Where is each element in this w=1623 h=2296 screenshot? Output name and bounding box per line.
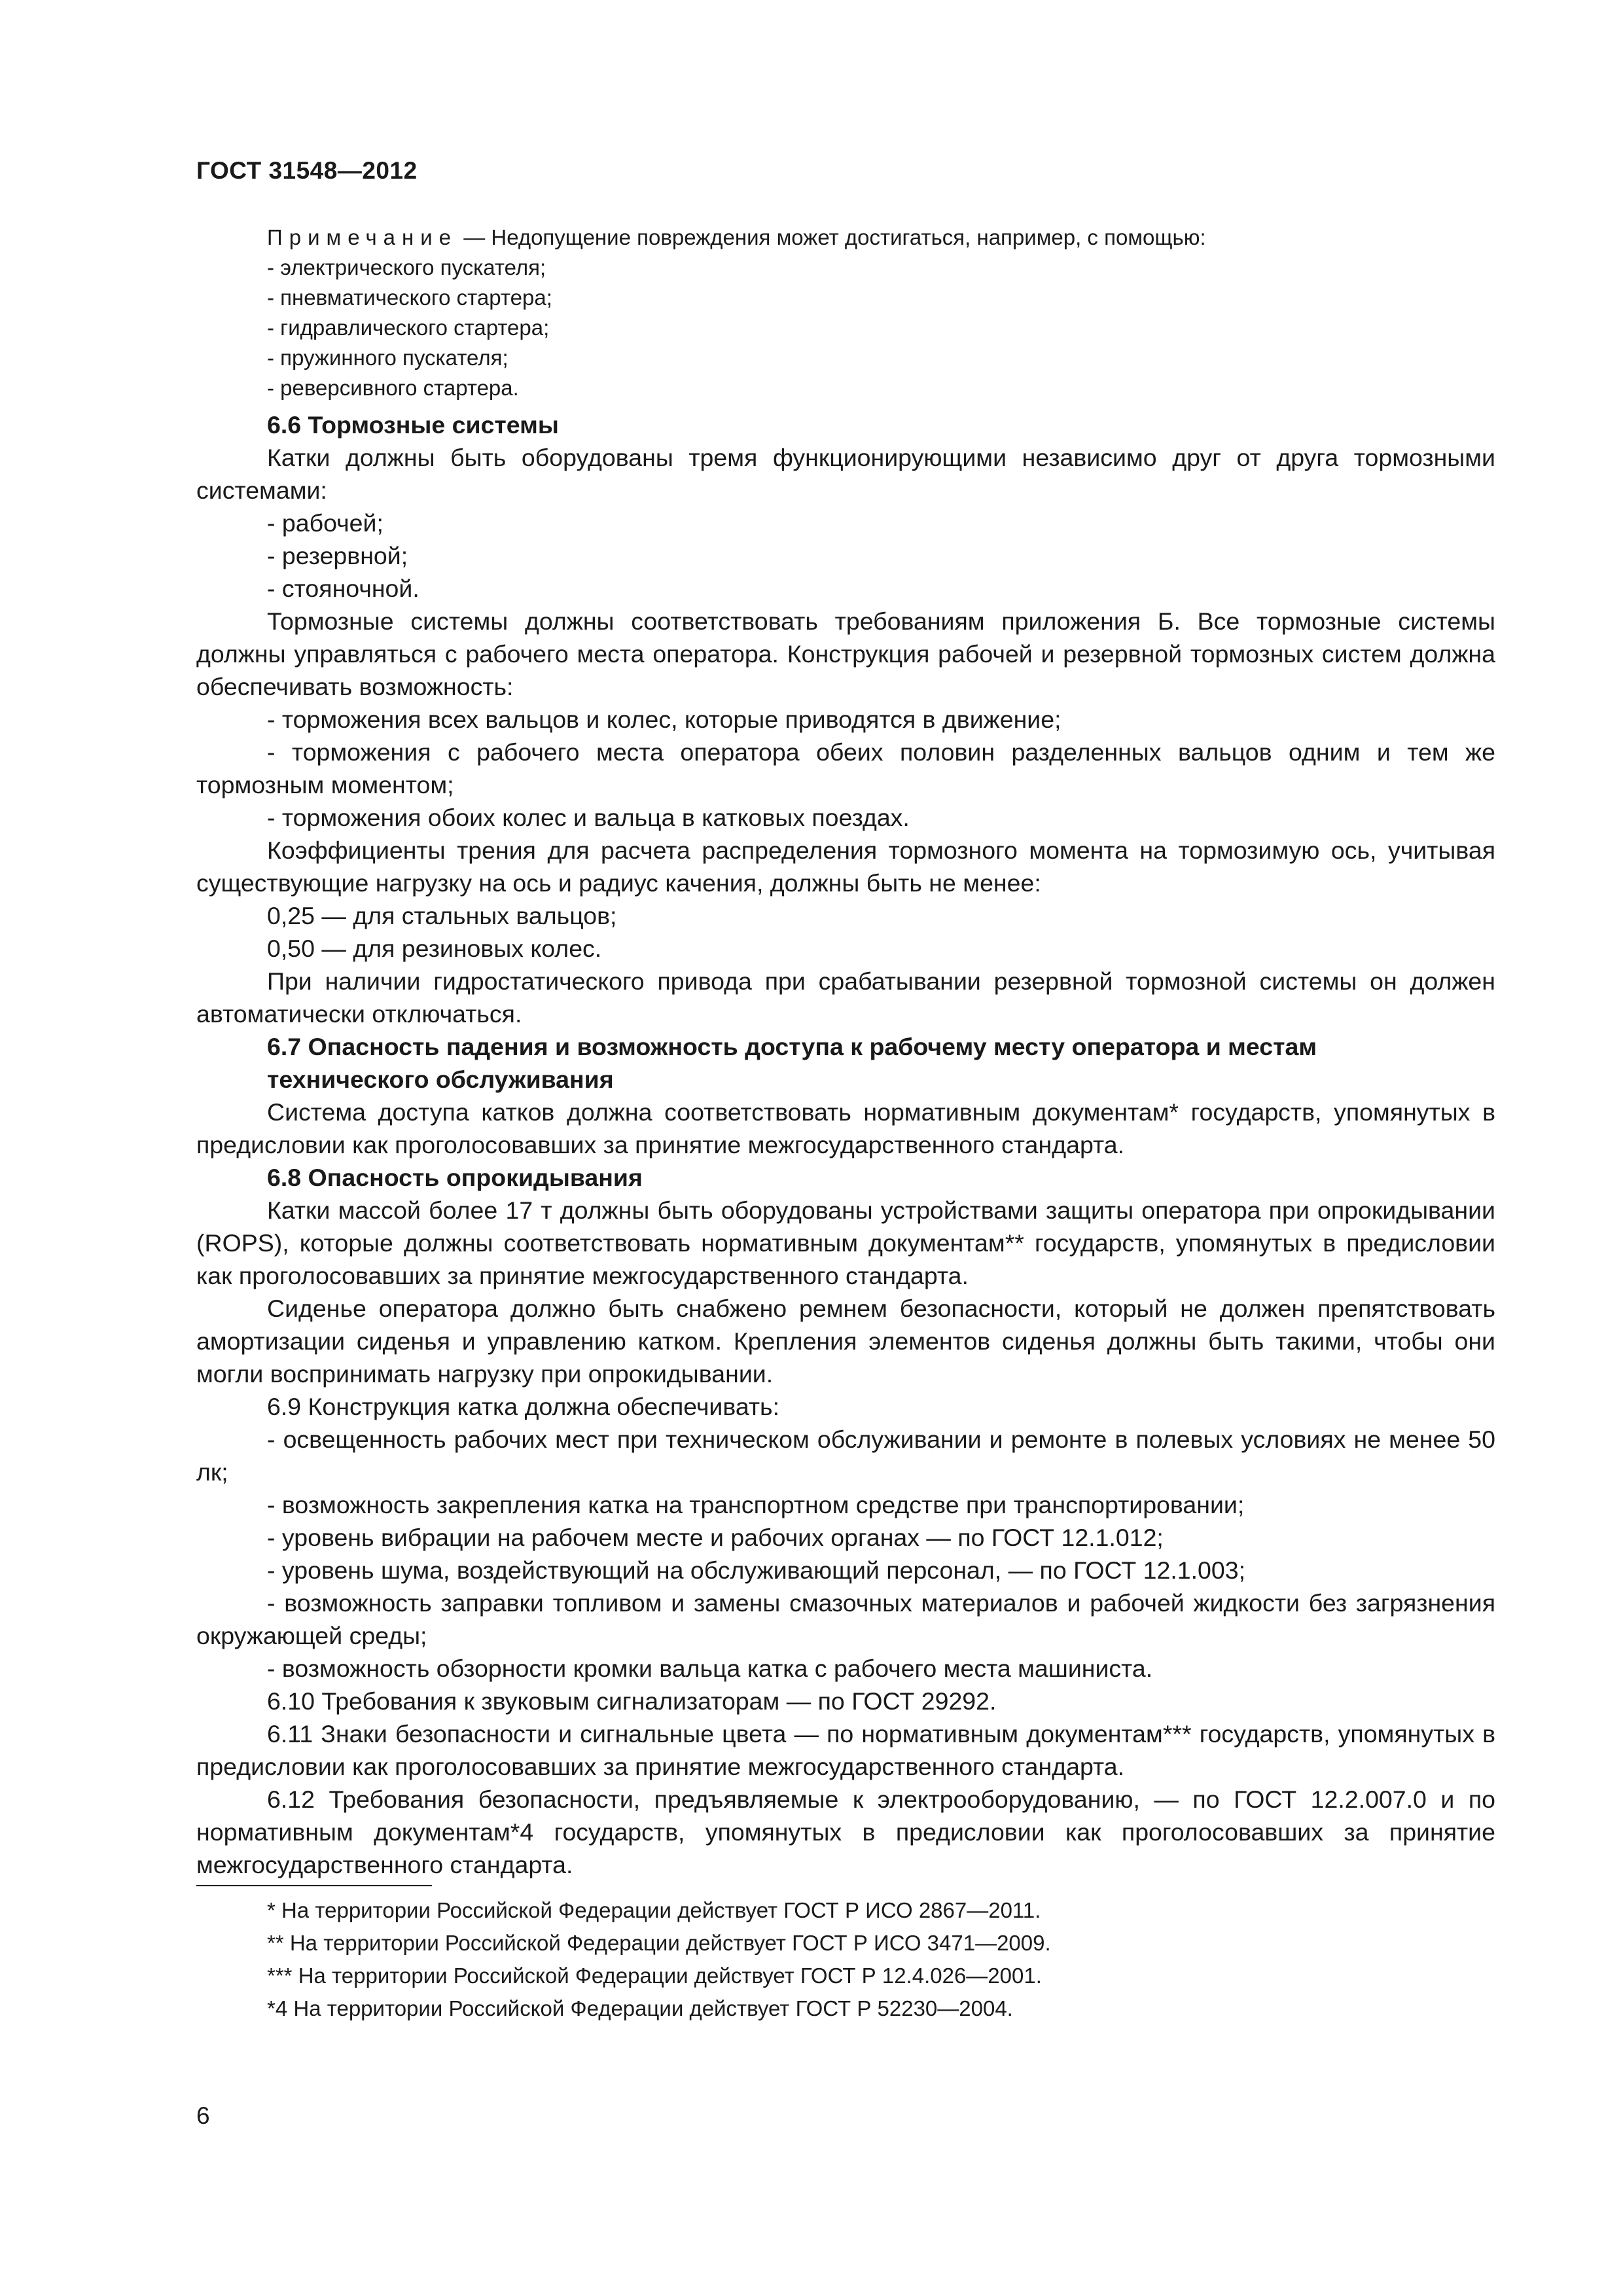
list-item: - торможения с рабочего места оператора обеих половин разделенных вальцов одним и тем же тормозным моментом; [196, 738, 1495, 798]
note-item: - гидравлического стартера; [267, 315, 550, 340]
section-heading-6-8: 6.8 Опасность опрокидывания [267, 1164, 643, 1191]
list-item: - освещенность рабочих мест при техническом обслуживании и ремонте в полевых условиях не менее 50 лк; [196, 1426, 1495, 1486]
list-item: - возможность закрепления катка на транспортном средстве при транспортировании; [267, 1491, 1245, 1518]
note-item: - электрического пускателя; [267, 255, 546, 279]
section-heading-6-7: 6.7 Опасность падения и возможность доступа к рабочему месту оператора и местам технического обслуживания [267, 1033, 1317, 1093]
list-item: - торможения всех вальцов и колес, которые приводятся в движение; [267, 706, 1061, 733]
footnote: *** На территории Российской Федерации действует ГОСТ Р 12.4.026—2001. [267, 1964, 1042, 1988]
list-item: - рабочей; [267, 509, 383, 537]
footnote-separator [196, 1885, 432, 1886]
paragraph: При наличии гидростатического привода при срабатывании резервной тормозной системы он должен автоматически отключаться. [196, 967, 1495, 1028]
paragraph: Сиденье оператора должно быть снабжено ремнем безопасности, который не должен препятствовать амортизации сиденья и управлению катком. Крепления элементов сиденья должны быть такими, чтобы они могли воспринимать нагрузку при опрокидывании. [196, 1295, 1495, 1388]
paragraph: Тормозные системы должны соответствовать требованиям приложения Б. Все тормозные системы должны управляться с рабочего места оператора. Конструкция рабочей и резервной тормозных систем должна обеспечивать возможность: [196, 607, 1495, 700]
document-body [196, 223, 1495, 2025]
note-item: - пружинного пускателя; [267, 346, 508, 370]
note-intro-text: — Недопущение повреждения может достигаться, например, с помощью: [463, 225, 1206, 249]
list-item: - возможность заправки топливом и замены смазочных материалов и рабочей жидкости без загрязнения окружающей среды; [196, 1589, 1495, 1649]
list-item: - уровень вибрации на рабочем месте и рабочих органах — по ГОСТ 12.1.012; [267, 1524, 1164, 1551]
paragraph: Коэффициенты трения для расчета распределения тормозного момента на тормозимую ось, учитывая существующие нагрузку на ось и радиус качения, должны быть не менее: [196, 836, 1495, 897]
clause-6-9-lead: 6.9 Конструкция катка должна обеспечивать: [267, 1393, 780, 1420]
footnote: * На территории Российской Федерации действует ГОСТ Р ИСО 2867—2011. [267, 1898, 1041, 1922]
footnote: *4 На территории Российской Федерации действует ГОСТ Р 52230—2004. [267, 1996, 1013, 2020]
list-item: - уровень шума, воздействующий на обслуживающий персонал, — по ГОСТ 12.1.003; [267, 1556, 1246, 1584]
list-item: - торможения обоих колес и вальца в катковых поездах. [267, 804, 910, 831]
list-item: - возможность обзорности кромки вальца катка с рабочего места машиниста. [267, 1655, 1153, 1682]
clause-6-10: 6.10 Требования к звуковым сигнализаторам — по ГОСТ 29292. [267, 1687, 997, 1715]
standard-designation: ГОСТ 31548—2012 [196, 157, 418, 184]
paragraph: Катки массой более 17 т должны быть оборудованы устройствами защиты оператора при опрокидывании (ROPS), которые должны соответствовать нормативным документам** государств, упомянутых в предисловии как проголосовавших за принятие межгосударственного стандарта. [196, 1196, 1495, 1289]
paragraph: Система доступа катков должна соответствовать нормативным документам* государств, упомянутых в предисловии как проголосовавших за принятие межгосударственного стандарта. [196, 1098, 1495, 1158]
page-number: 6 [196, 2102, 210, 2129]
note-item: - реверсивного стартера. [267, 376, 519, 400]
footnote: ** На территории Российской Федерации действует ГОСТ Р ИСО 3471—2009. [267, 1931, 1051, 1955]
note-item: - пневматического стартера; [267, 285, 552, 310]
section-heading-6-6: 6.6 Тормозные системы [267, 411, 559, 439]
note-intro [196, 223, 1495, 253]
list-item: - резервной; [267, 542, 408, 569]
coefficient-item: 0,50 — для резиновых колес. [267, 935, 602, 962]
coefficient-item: 0,25 — для стальных вальцов; [267, 902, 617, 929]
note-block [196, 223, 1495, 403]
clause-6-11: 6.11 Знаки безопасности и сигнальные цвета — по нормативным документам*** государств, упомянутых в предисловии как проголосовавших за принятие межгосударственного стандарта. [196, 1720, 1495, 1780]
clause-6-12: 6.12 Требования безопасности, предъявляемые к электрооборудованию, — по ГОСТ 12.2.007.0 и по нормативным документам*4 государств, упомянутых в предисловии как проголосовавших за принятие межгосударственного стандарта. [196, 1785, 1495, 1878]
paragraph: Катки должны быть оборудованы тремя функционирующими независимо друг от друга тормозными системами: [196, 444, 1495, 504]
note-title: Примечание [267, 225, 458, 249]
list-item: - стояночной. [267, 575, 419, 602]
